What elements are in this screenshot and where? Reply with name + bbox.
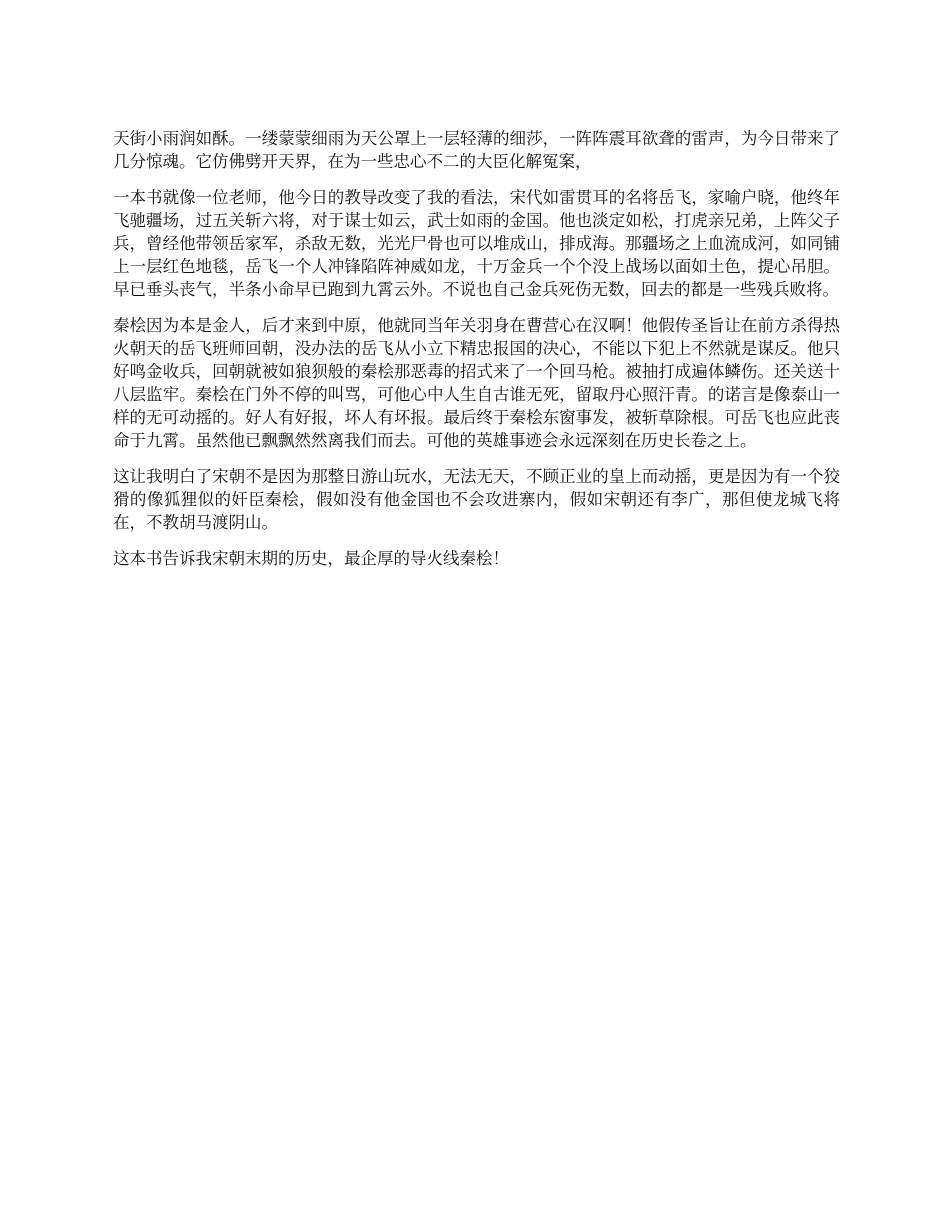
paragraph-1: 天街小雨润如酥。一缕蒙蒙细雨为天公罩上一层轻薄的细莎，一阵阵震耳欲聋的雷声，为今日带来了几分惊魂。它仿佛劈开天界，在为一些忠心不二的大臣化解冤案， — [113, 129, 840, 171]
document-body — [113, 127, 840, 583]
paragraph-5: 这本书告诉我宋朝末期的历史，最企厚的导火线秦桧！ — [113, 549, 509, 568]
paragraph-3: 秦桧因为本是金人，后才来到中原，他就同当年关羽身在曹营心在汉啊！他假传圣旨让在前方杀得热火朝天的岳飞班师回朝，没办法的岳飞从小立下精忠报国的决心，不能以下犯上不然就是谋反。他只好鸣金收兵，回朝就被如狼狈般的秦桧那恶毒的招式来了一个回马枪。被抽打成遍体鳞伤。还关送十八层监牢。秦桧在门外不停的叫骂，可他心中人生自古谁无死，留取丹心照汗青。的诺言是像泰山一样的无可动摇的。好人有好报，坏人有坏报。最后终于秦桧东窗事发，被斩草除根。可岳飞也应此丧命于九霄。虽然他已飘飘然然离我们而去。可他的英雄事迹会永远深刻在历史长卷之上。 — [113, 316, 840, 450]
paragraph-2: 一本书就像一位老师，他今日的教导改变了我的看法，宋代如雷贯耳的名将岳飞，家喻户晓，他终年飞驰疆场，过五关斩六将，对于谋士如云，武士如雨的金国。他也淡定如松，打虎亲兄弟，上阵父子兵，曾经他带领岳家军，杀敌无数，光光尸骨也可以堆成山，排成海。那疆场之上血流成河，如同铺上一层红色地毯，岳飞一个人冲锋陷阵神威如龙，十万金兵一个个没上战场以面如土色，提心吊胆。早已垂头丧气，半条小命早已跑到九霄云外。不说也自己金兵死伤无数，回去的都是一些残兵败将。 — [113, 188, 840, 299]
paragraph-4: 这让我明白了宋朝不是因为那整日游山玩水，无法无天，不顾正业的皇上而动摇，更是因为有一个狡猾的像狐狸似的奸臣秦桧，假如没有他金国也不会攻进寨内，假如宋朝还有李广，那但使龙城飞将在，不教胡马渡阴山。 — [113, 467, 840, 532]
